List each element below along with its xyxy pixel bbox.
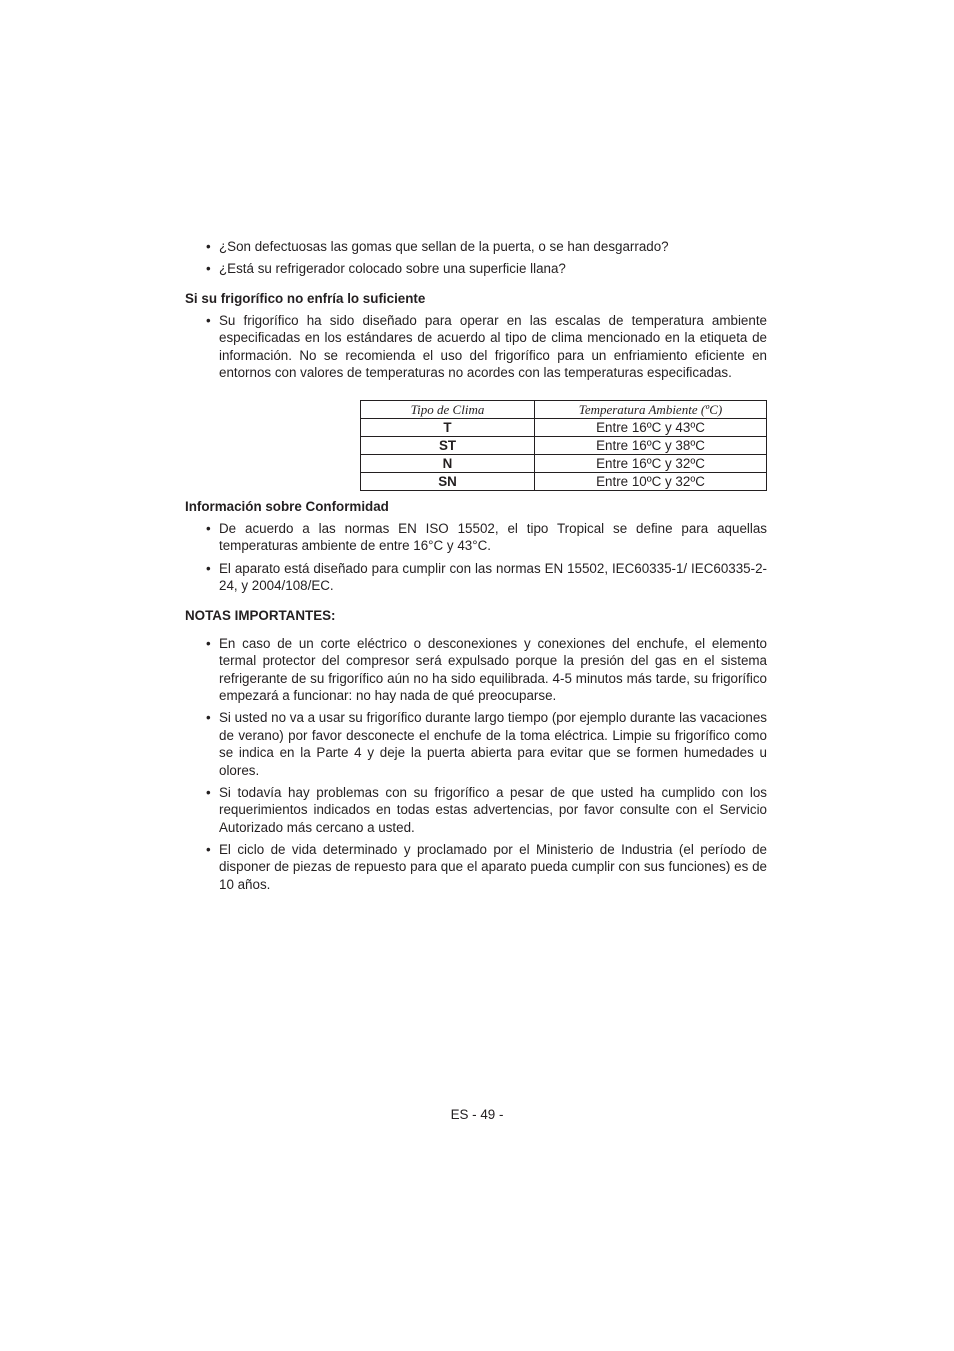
section-heading-cooling: Si su frigorífico no enfría lo suficiente xyxy=(185,290,426,306)
bullet-item: • En caso de un corte eléctrico o desconexiones y conexiones del enchufe, el elemento termal protector del compresor será expulsado porque la presión del gas en el sistema refrigerante de su frigorífico aún no ha sido equilibrada. 4-5 minutos más tarde, su frigorífico empezará a funcionar: no hay nada de qué preocuparse. xyxy=(185,635,767,705)
bullet-item: • Su frigorífico ha sido diseñado para operar en las escalas de temperatura ambiente especificadas en los estándares de acuerdo al tipo de clima mencionado en la etiqueta de información. No se recomienda el uso del frigorífico para un enfriamiento eficiente en entornos con valores de temperaturas no acordes con las temperaturas especificadas. xyxy=(185,312,767,382)
climate-class-cell: ST xyxy=(361,436,535,454)
bullet-item: • ¿Son defectuosas las gomas que sellan de la puerta, o se han desgarrado? xyxy=(185,238,767,255)
table-header-row xyxy=(361,400,767,418)
page-number: ES - 49 - xyxy=(450,1107,504,1122)
bullet-item: • De acuerdo a las normas EN ISO 15502, el tipo Tropical se define para aquellas temperaturas ambiente de entre 16°C y 43°C. xyxy=(185,520,767,555)
climate-class-cell: N xyxy=(361,454,535,472)
bullet-item: • El aparato está diseñado para cumplir con las normas EN 15502, IEC60335-1/ IEC60335-2-24, y 2004/108/EC. xyxy=(185,560,767,595)
bullet-item: • El ciclo de vida determinado y proclamado por el Ministerio de Industria (el período de disponer de piezas de repuesto para que el aparato pueda cumplir con sus funciones) es de 10 años. xyxy=(185,841,767,893)
bullet-item: • Si todavía hay problemas con su frigorífico a pesar de que usted ha cumplido con los requerimientos indicados en todas estas advertencias, por favor consulte con el Servicio Autorizado más cercano a usted. xyxy=(185,784,767,836)
climate-table xyxy=(360,400,767,491)
climate-class-cell: SN xyxy=(361,472,535,490)
column-header-climate-type: Tipo de Clima xyxy=(361,400,535,418)
bullet-item: • Si usted no va a usar su frigorífico durante largo tiempo (por ejemplo durante las vacaciones de verano) por favor desconecte el enchufe de la toma eléctrica. Limpie su frigorífico como se indica en la Parte 4 y deje la puerta abierta para evitar que se formen humedades u olores. xyxy=(185,709,767,779)
climate-class-cell: T xyxy=(361,418,535,436)
table-row xyxy=(361,436,767,454)
conformity-bullet-list xyxy=(185,520,767,594)
table-row xyxy=(361,418,767,436)
bullet-item: • ¿Está su refrigerador colocado sobre una superficie llana? xyxy=(185,260,767,277)
section-heading-important-notes: NOTAS IMPORTANTES: xyxy=(185,608,336,624)
temperature-range-cell: Entre 10ºC y 32ºC xyxy=(535,472,767,490)
notes-bullet-list xyxy=(185,635,767,893)
column-header-ambient-temperature: Temperatura Ambiente (ºC) xyxy=(535,400,767,418)
table-row xyxy=(361,472,767,490)
intro-bullet-list xyxy=(185,238,767,278)
table-row xyxy=(361,454,767,472)
temperature-range-cell: Entre 16ºC y 38ºC xyxy=(535,436,767,454)
page-content xyxy=(185,238,767,893)
cooling-bullet-list xyxy=(185,312,767,382)
temperature-range-cell: Entre 16ºC y 43ºC xyxy=(535,418,767,436)
section-heading-conformity: Información sobre Conformidad xyxy=(185,498,389,514)
temperature-range-cell: Entre 16ºC y 32ºC xyxy=(535,454,767,472)
